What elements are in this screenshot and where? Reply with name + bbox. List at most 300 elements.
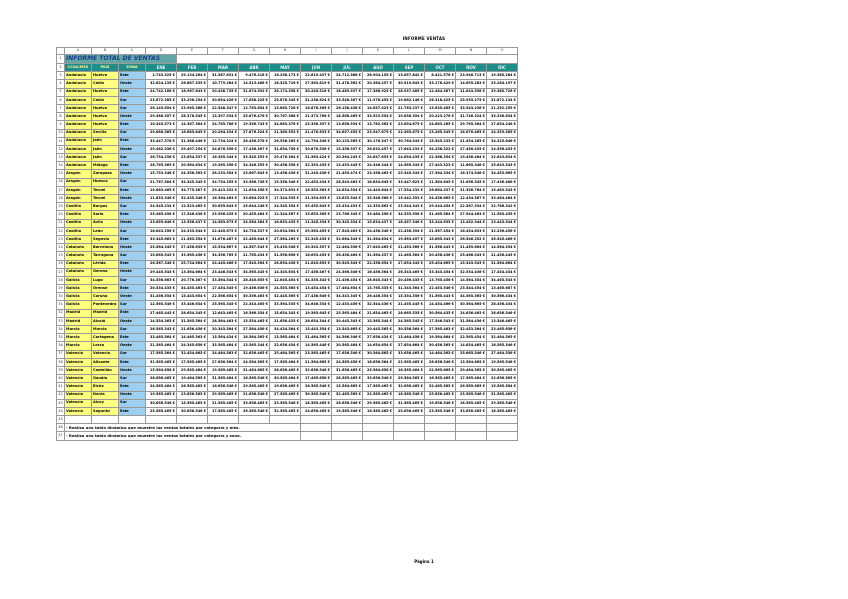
sales-cell[interactable]: 33.565.456 €: [177, 252, 208, 260]
sales-cell[interactable]: 15.565.465 €: [177, 399, 208, 407]
empty-cell[interactable]: [487, 432, 518, 440]
empty-cell[interactable]: [177, 416, 208, 424]
label-cell[interactable]: Cataluña: [65, 268, 92, 276]
row-number[interactable]: 20: [57, 211, 65, 219]
column-header[interactable]: NOV: [456, 64, 487, 72]
sales-cell[interactable]: 29.244.454 €: [425, 203, 456, 211]
sales-cell[interactable]: 26.446.354 €: [363, 293, 394, 301]
sales-cell[interactable]: 32.445.565 €: [270, 293, 301, 301]
sales-cell[interactable]: 30.655.643 €: [208, 203, 239, 211]
label-cell[interactable]: Aragón: [65, 186, 92, 194]
empty-cell[interactable]: [177, 55, 518, 64]
label-cell[interactable]: Oeste: [119, 317, 146, 325]
label-cell[interactable]: Este: [119, 358, 146, 366]
label-cell[interactable]: Sagunto: [92, 407, 119, 415]
label-cell[interactable]: Andalucía: [65, 88, 92, 96]
sales-cell[interactable]: 30.125.565 €: [332, 137, 363, 145]
sales-cell[interactable]: 26.632.457 €: [363, 145, 394, 153]
sales-cell[interactable]: 24.445.466 €: [208, 260, 239, 268]
sales-cell[interactable]: 21.565.464 €: [146, 342, 177, 350]
sales-cell[interactable]: 17.565.465 €: [208, 407, 239, 415]
sales-cell[interactable]: 21.763.237 €: [394, 104, 425, 112]
empty-cell[interactable]: [301, 424, 332, 432]
label-cell[interactable]: Valencia: [65, 399, 92, 407]
row-number[interactable]: 45: [57, 416, 65, 424]
sales-cell[interactable]: 33.345.663 €: [146, 235, 177, 243]
sales-cell[interactable]: 34.343.345 €: [332, 293, 363, 301]
sales-cell[interactable]: 16.565.465 €: [363, 407, 394, 415]
sales-cell[interactable]: 16.364.463 €: [208, 195, 239, 203]
sales-cell[interactable]: 25.656.465 €: [394, 407, 425, 415]
sales-cell[interactable]: 30.565.464 €: [270, 375, 301, 383]
sales-cell[interactable]: 19.564.664 €: [425, 334, 456, 342]
sales-cell[interactable]: 26.158.438 €: [332, 104, 363, 112]
sales-cell[interactable]: 28.233.554 €: [208, 170, 239, 178]
label-cell[interactable]: Aragón: [65, 195, 92, 203]
sales-cell[interactable]: 34.683.376 €: [270, 121, 301, 129]
label-cell[interactable]: Este: [119, 88, 146, 96]
sales-cell[interactable]: 27.654.343 €: [394, 260, 425, 268]
sales-cell[interactable]: 16.454.653 €: [456, 227, 487, 235]
sales-cell[interactable]: 32.656.465 €: [239, 350, 270, 358]
sales-cell[interactable]: 21.456.454 €: [332, 276, 363, 284]
column-letter[interactable]: M: [425, 48, 456, 55]
sales-cell[interactable]: 13.453.445 €: [332, 162, 363, 170]
sales-cell[interactable]: 30.556.564 €: [394, 326, 425, 334]
sales-cell[interactable]: 15.463.543 €: [487, 186, 518, 194]
label-cell[interactable]: Oeste: [119, 293, 146, 301]
row-number[interactable]: 46: [57, 424, 65, 432]
sales-cell[interactable]: 33.446.634 €: [177, 301, 208, 309]
label-cell[interactable]: Segovia: [92, 235, 119, 243]
sales-cell[interactable]: 32.656.546 €: [301, 366, 332, 374]
sales-cell[interactable]: 31.245.436 €: [301, 170, 332, 178]
sales-cell[interactable]: 28.376.545 €: [177, 113, 208, 121]
sales-cell[interactable]: 32.656.465 €: [394, 383, 425, 391]
empty-cell[interactable]: [425, 416, 456, 424]
sales-cell[interactable]: 26.664.337 €: [425, 186, 456, 194]
label-cell[interactable]: Sur: [119, 301, 146, 309]
sales-cell[interactable]: 21.565.465 €: [208, 399, 239, 407]
sales-cell[interactable]: 26.565.343 €: [146, 326, 177, 334]
sales-cell[interactable]: 28.565.465 €: [332, 375, 363, 383]
sales-cell[interactable]: 29.385.726 €: [487, 88, 518, 96]
sales-cell[interactable]: 26.546.352 €: [456, 235, 487, 243]
sales-cell[interactable]: 27.565.465 €: [270, 391, 301, 399]
sales-cell[interactable]: 24.564.364 €: [239, 219, 270, 227]
sales-cell[interactable]: 11.345.334 €: [301, 219, 332, 227]
instruction-note[interactable]: - Realiza una tabla dinámica que muestre las ventas totales por categoría y mes.: [65, 424, 301, 432]
sales-cell[interactable]: 15.443.354 €: [301, 326, 332, 334]
sales-cell[interactable]: 14.634.534 €: [332, 186, 363, 194]
sales-cell[interactable]: 15.565.564 €: [487, 383, 518, 391]
label-cell[interactable]: Sur: [119, 350, 146, 358]
sales-cell[interactable]: 21.453.566 €: [394, 244, 425, 252]
sales-cell[interactable]: 22.465.644 €: [239, 235, 270, 243]
column-letter[interactable]: J: [332, 48, 363, 55]
label-cell[interactable]: Alcalá: [92, 317, 119, 325]
empty-cell[interactable]: [239, 416, 270, 424]
sales-cell[interactable]: 15.653.365 €: [301, 211, 332, 219]
sales-cell[interactable]: 15.654.343 €: [270, 309, 301, 317]
sales-cell[interactable]: 16.565.464 €: [394, 366, 425, 374]
sales-cell[interactable]: 31.564.664 €: [487, 260, 518, 268]
sales-cell[interactable]: 32.624.135 €: [146, 80, 177, 88]
sales-cell[interactable]: 28.656.465 €: [146, 375, 177, 383]
sales-cell[interactable]: 13.456.436 €: [270, 170, 301, 178]
label-cell[interactable]: Ávila: [92, 219, 119, 227]
sales-cell[interactable]: 12.734.324 €: [208, 137, 239, 145]
row-number[interactable]: 6: [57, 96, 65, 104]
sales-cell[interactable]: 24.345.354 €: [270, 203, 301, 211]
sales-cell[interactable]: 17.464.654 €: [332, 285, 363, 293]
sales-cell[interactable]: 17.546.543 €: [425, 317, 456, 325]
sales-cell[interactable]: 21.476.633 €: [301, 129, 332, 137]
sales-cell[interactable]: 17.554.232 €: [394, 186, 425, 194]
label-cell[interactable]: Sur: [119, 375, 146, 383]
label-cell[interactable]: Huesca: [92, 178, 119, 186]
sales-cell[interactable]: 34.657.455 €: [332, 129, 363, 137]
sales-cell[interactable]: 26.545.466 €: [487, 235, 518, 243]
sales-cell[interactable]: 18.564.565 €: [239, 334, 270, 342]
sales-cell[interactable]: 29.462.336 €: [146, 145, 177, 153]
sales-cell[interactable]: 13.464.456 €: [394, 334, 425, 342]
sales-cell[interactable]: 14.443.644 €: [363, 186, 394, 194]
sales-cell[interactable]: 32.454.665 €: [177, 350, 208, 358]
sales-cell[interactable]: 21.656.456 €: [177, 326, 208, 334]
label-cell[interactable]: Valencia: [65, 350, 92, 358]
row-number[interactable]: 37: [57, 350, 65, 358]
sales-cell[interactable]: 28.904.155 €: [363, 72, 394, 80]
sales-cell[interactable]: 24.356.563 €: [177, 170, 208, 178]
sales-cell[interactable]: 21.654.465 €: [363, 309, 394, 317]
label-cell[interactable]: Soria: [92, 211, 119, 219]
sales-cell[interactable]: 13.397.534 €: [208, 113, 239, 121]
sales-cell[interactable]: 14.565.343 €: [394, 162, 425, 170]
label-cell[interactable]: Andalucía: [65, 80, 92, 88]
sales-cell[interactable]: 28.456.434 €: [487, 301, 518, 309]
sales-cell[interactable]: 21.252.255 €: [487, 104, 518, 112]
sales-cell[interactable]: 33.447.623 €: [394, 178, 425, 186]
label-cell[interactable]: Galicia: [65, 276, 92, 284]
sales-cell[interactable]: 22.643.634 €: [487, 154, 518, 162]
sales-cell[interactable]: 20.364.257 €: [363, 80, 394, 88]
sales-cell[interactable]: 13.465.667 €: [487, 285, 518, 293]
sales-cell[interactable]: 26.456.464 €: [332, 252, 363, 260]
sales-cell[interactable]: 25.565.345 €: [208, 301, 239, 309]
sales-cell[interactable]: 26.343.465 €: [394, 268, 425, 276]
label-cell[interactable]: Huelva: [92, 121, 119, 129]
sales-cell[interactable]: 22.356.654 €: [363, 260, 394, 268]
sales-cell[interactable]: 30.565.546 €: [301, 391, 332, 399]
sales-cell[interactable]: 25.564.345 €: [146, 244, 177, 252]
sales-cell[interactable]: 15.564.434 €: [208, 334, 239, 342]
label-cell[interactable]: Este: [119, 72, 146, 80]
label-cell[interactable]: Alcoy: [92, 399, 119, 407]
sales-cell[interactable]: 32.336.456 €: [487, 227, 518, 235]
sales-cell[interactable]: 18.457.346 €: [394, 219, 425, 227]
sales-cell[interactable]: 25.665.546 €: [456, 350, 487, 358]
sales-cell[interactable]: 14.654.654 €: [363, 342, 394, 350]
sales-cell[interactable]: 22.453.546 €: [425, 285, 456, 293]
sales-cell[interactable]: 13.543.665 €: [332, 326, 363, 334]
sales-cell[interactable]: 17.565.464 €: [456, 375, 487, 383]
row-number[interactable]: 23: [57, 235, 65, 243]
sales-cell[interactable]: 34.556.663 €: [146, 276, 177, 284]
sales-cell[interactable]: 31.674.592 €: [239, 88, 270, 96]
sales-cell[interactable]: 30.654.426 €: [208, 96, 239, 104]
row-number[interactable]: 26: [57, 260, 65, 268]
sales-cell[interactable]: 16.566.354 €: [239, 309, 270, 317]
label-cell[interactable]: Oeste: [119, 195, 146, 203]
sales-cell[interactable]: 18.565.546 €: [394, 391, 425, 399]
sales-cell[interactable]: 25.465.456 €: [146, 211, 177, 219]
sales-cell[interactable]: 33.546.566 €: [363, 195, 394, 203]
sales-cell[interactable]: 22.766.342 €: [487, 203, 518, 211]
sales-cell[interactable]: 14.657.423 €: [363, 104, 394, 112]
sales-cell[interactable]: 13.765.456 €: [425, 276, 456, 284]
label-cell[interactable]: Castilla: [65, 227, 92, 235]
empty-cell[interactable]: [487, 416, 518, 424]
sales-cell[interactable]: 8.421.576 €: [425, 72, 456, 80]
label-cell[interactable]: Madrid: [65, 309, 92, 317]
sales-cell[interactable]: 22.656.565 €: [487, 375, 518, 383]
sales-cell[interactable]: 34.565.565 €: [456, 293, 487, 301]
sales-cell[interactable]: 30.176.347 €: [363, 137, 394, 145]
sales-cell[interactable]: 31.654.756 €: [270, 145, 301, 153]
label-cell[interactable]: Valencia: [65, 391, 92, 399]
sales-cell[interactable]: 17.436.367 €: [239, 145, 270, 153]
sales-cell[interactable]: 15.564.665 €: [332, 383, 363, 391]
sales-cell[interactable]: 27.656.434 €: [363, 334, 394, 342]
row-number[interactable]: 30: [57, 293, 65, 301]
sales-cell[interactable]: 29.386.357 €: [146, 113, 177, 121]
sales-cell[interactable]: 28.456.578 €: [239, 137, 270, 145]
sales-cell[interactable]: 14.464.565 €: [425, 350, 456, 358]
sales-cell[interactable]: 15.343.543 €: [456, 260, 487, 268]
sales-cell[interactable]: 19.862.146 €: [394, 96, 425, 104]
label-cell[interactable]: Valencia: [65, 366, 92, 374]
sales-cell[interactable]: 18.967.643 €: [177, 88, 208, 96]
sales-cell[interactable]: 20.343.564 €: [208, 326, 239, 334]
label-cell[interactable]: Este: [119, 121, 146, 129]
sales-cell[interactable]: 28.645.343 €: [363, 276, 394, 284]
sales-cell[interactable]: 19.365.356 €: [208, 162, 239, 170]
sales-cell[interactable]: 22.366.354 €: [425, 154, 456, 162]
sales-cell[interactable]: 34.566.346 €: [332, 334, 363, 342]
label-cell[interactable]: Galicia: [65, 293, 92, 301]
sales-cell[interactable]: 22.565.454 €: [456, 334, 487, 342]
sales-cell[interactable]: 14.564.354 €: [487, 244, 518, 252]
label-cell[interactable]: Sur: [119, 276, 146, 284]
sales-cell[interactable]: 16.456.564 €: [363, 268, 394, 276]
sales-cell[interactable]: 33.545.353 €: [239, 154, 270, 162]
sales-cell[interactable]: 14.454.466 €: [425, 301, 456, 309]
sales-cell[interactable]: 33.447.378 €: [146, 137, 177, 145]
label-cell[interactable]: Zaragoza: [92, 170, 119, 178]
label-cell[interactable]: Teruel: [92, 195, 119, 203]
sales-cell[interactable]: 23.965.368 €: [177, 104, 208, 112]
sales-cell[interactable]: 13.556.437 €: [177, 219, 208, 227]
sales-cell[interactable]: 25.345.343 €: [394, 170, 425, 178]
sales-cell[interactable]: 31.464.565 €: [301, 334, 332, 342]
sales-cell[interactable]: 16.565.465 €: [425, 375, 456, 383]
sales-cell[interactable]: 22.445.675 €: [208, 227, 239, 235]
sales-cell[interactable]: 27.643.465 €: [363, 244, 394, 252]
sales-cell[interactable]: 27.456.635 €: [177, 244, 208, 252]
sales-cell[interactable]: 23.672.385 €: [146, 96, 177, 104]
label-cell[interactable]: Andalucía: [65, 104, 92, 112]
sales-cell[interactable]: 29.445.543 €: [146, 268, 177, 276]
sales-cell[interactable]: 33.656.465 €: [239, 399, 270, 407]
sales-cell[interactable]: 26.543.463 €: [332, 178, 363, 186]
sales-cell[interactable]: 34.465.543 €: [487, 276, 518, 284]
sales-cell[interactable]: 17.656.546 €: [332, 350, 363, 358]
sales-cell[interactable]: 30.556.463 €: [239, 293, 270, 301]
sales-cell[interactable]: 14.367.364 €: [177, 121, 208, 129]
row-number[interactable]: 31: [57, 301, 65, 309]
sales-cell[interactable]: 34.535.343 €: [301, 276, 332, 284]
sales-cell[interactable]: 14.563.675 €: [208, 219, 239, 227]
column-header[interactable]: DIC: [487, 64, 518, 72]
sales-cell[interactable]: 21.656.435 €: [270, 317, 301, 325]
sales-cell[interactable]: 17.344.535 €: [270, 195, 301, 203]
sales-cell[interactable]: 32.435.346 €: [177, 195, 208, 203]
label-cell[interactable]: Oeste: [119, 145, 146, 153]
sales-cell[interactable]: 34.565.445 €: [239, 268, 270, 276]
label-cell[interactable]: Cádiz: [92, 96, 119, 104]
sales-cell[interactable]: 14.554.365 €: [146, 317, 177, 325]
sales-cell[interactable]: 19.565.465 €: [146, 391, 177, 399]
label-cell[interactable]: Valencia: [65, 375, 92, 383]
label-cell[interactable]: Andalucía: [65, 72, 92, 80]
sales-cell[interactable]: 33.176.429 €: [425, 80, 456, 88]
sales-cell[interactable]: 2.743.325 €: [146, 72, 177, 80]
sales-cell[interactable]: 33.656.465 €: [394, 350, 425, 358]
sales-cell[interactable]: 31.746.324 €: [456, 113, 487, 121]
label-cell[interactable]: Andalucía: [65, 137, 92, 145]
sales-cell[interactable]: 18.325.716 €: [270, 80, 301, 88]
sales-cell[interactable]: 34.256.322 €: [425, 145, 456, 153]
sales-cell[interactable]: 23.654.537 €: [177, 154, 208, 162]
sales-cell[interactable]: 23.265.345 €: [425, 129, 456, 137]
sales-cell[interactable]: 34.346.355 €: [239, 162, 270, 170]
sales-cell[interactable]: 23.356.463 €: [363, 170, 394, 178]
sales-cell[interactable]: 24.565.456 €: [332, 358, 363, 366]
row-number[interactable]: 47: [57, 432, 65, 440]
sales-cell[interactable]: 27.854.246 €: [487, 121, 518, 129]
empty-cell[interactable]: [394, 432, 425, 440]
row-number[interactable]: 18: [57, 195, 65, 203]
sales-cell[interactable]: 26.656.546 €: [332, 399, 363, 407]
sales-cell[interactable]: 27.564.456 €: [239, 326, 270, 334]
empty-cell[interactable]: [270, 416, 301, 424]
sales-cell[interactable]: 12.645.454 €: [270, 276, 301, 284]
column-letter[interactable]: N: [456, 48, 487, 55]
label-cell[interactable]: Cartagena: [92, 334, 119, 342]
sales-cell[interactable]: 11.665.346 €: [456, 162, 487, 170]
sales-cell[interactable]: 12.523.465 €: [177, 203, 208, 211]
row-number[interactable]: 17: [57, 186, 65, 194]
column-letter[interactable]: O: [487, 48, 518, 55]
empty-cell[interactable]: [332, 424, 363, 432]
label-cell[interactable]: Huelva: [92, 88, 119, 96]
sales-cell[interactable]: 23.565.546 €: [425, 407, 456, 415]
empty-cell[interactable]: [146, 416, 177, 424]
sales-cell[interactable]: 20.776.367 €: [177, 276, 208, 284]
sales-cell[interactable]: 31.564.634 €: [363, 235, 394, 243]
sales-cell[interactable]: 32.345.435 €: [301, 235, 332, 243]
sales-cell[interactable]: 14.345.634 €: [270, 268, 301, 276]
label-cell[interactable]: Andalucía: [65, 154, 92, 162]
label-cell[interactable]: Teruel: [92, 186, 119, 194]
column-letter[interactable]: L: [394, 48, 425, 55]
row-number[interactable]: 7: [57, 104, 65, 112]
sales-cell[interactable]: 14.367.543 €: [239, 244, 270, 252]
sales-cell[interactable]: 33.566.736 €: [239, 178, 270, 186]
label-cell[interactable]: Oeste: [119, 244, 146, 252]
label-cell[interactable]: Castilla: [65, 211, 92, 219]
label-cell[interactable]: Galicia: [65, 285, 92, 293]
sales-cell[interactable]: 34.373.633 €: [270, 186, 301, 194]
sales-cell[interactable]: 23.654.675 €: [394, 121, 425, 129]
empty-cell[interactable]: [363, 424, 394, 432]
label-cell[interactable]: Madrid: [65, 317, 92, 325]
sales-cell[interactable]: 13.657.842 €: [394, 72, 425, 80]
sales-cell[interactable]: 24.553.565 €: [270, 285, 301, 293]
sales-cell[interactable]: 19.565.465 €: [208, 366, 239, 374]
sales-cell[interactable]: 14.754.346 €: [301, 137, 332, 145]
sales-cell[interactable]: 17.565.464 €: [270, 358, 301, 366]
row-number[interactable]: 33: [57, 317, 65, 325]
column-letter[interactable]: D: [146, 48, 177, 55]
sales-cell[interactable]: 15.356.346 €: [270, 178, 301, 186]
sales-cell[interactable]: 22.365.675 €: [394, 129, 425, 137]
sales-cell[interactable]: 23.435.546 €: [270, 244, 301, 252]
sales-cell[interactable]: 30.245.516 €: [301, 88, 332, 96]
sales-cell[interactable]: 25.676.476 €: [239, 113, 270, 121]
sales-cell[interactable]: 17.546.436 €: [177, 211, 208, 219]
sales-cell[interactable]: 28.765.365 €: [146, 162, 177, 170]
sales-cell[interactable]: 11.653.346 €: [146, 195, 177, 203]
label-cell[interactable]: Andalucía: [65, 145, 92, 153]
empty-cell[interactable]: [487, 424, 518, 432]
sales-cell[interactable]: 33.464.356 €: [363, 211, 394, 219]
sales-cell[interactable]: 14.654.465 €: [456, 342, 487, 350]
row-number[interactable]: 11: [57, 137, 65, 145]
sales-cell[interactable]: 12.763.654 €: [239, 104, 270, 112]
sales-cell[interactable]: 17.543.564 €: [239, 260, 270, 268]
row-number[interactable]: 41: [57, 383, 65, 391]
sales-cell[interactable]: 27.464.556 €: [487, 350, 518, 358]
sales-cell[interactable]: 26.565.546 €: [239, 407, 270, 415]
sales-cell[interactable]: 32.353.435 €: [301, 162, 332, 170]
sales-cell[interactable]: 17.456.467 €: [301, 268, 332, 276]
sales-cell[interactable]: 33.465.564 €: [146, 334, 177, 342]
sales-cell[interactable]: 16.565.546 €: [239, 375, 270, 383]
sales-cell[interactable]: 24.663.265 €: [425, 121, 456, 129]
sales-cell[interactable]: 34.754.337 €: [239, 227, 270, 235]
sales-cell[interactable]: 34.345.345 €: [177, 178, 208, 186]
sales-cell[interactable]: 25.644.246 €: [239, 203, 270, 211]
sales-cell[interactable]: 22.565.465 €: [363, 391, 394, 399]
sales-cell[interactable]: 30.767.368 €: [270, 113, 301, 121]
row-number[interactable]: 19: [57, 203, 65, 211]
sales-cell[interactable]: 15.564.656 €: [146, 366, 177, 374]
sales-cell[interactable]: 19.656.465 €: [270, 383, 301, 391]
label-cell[interactable]: Castilla: [65, 203, 92, 211]
sales-cell[interactable]: 17.643.233 €: [394, 145, 425, 153]
